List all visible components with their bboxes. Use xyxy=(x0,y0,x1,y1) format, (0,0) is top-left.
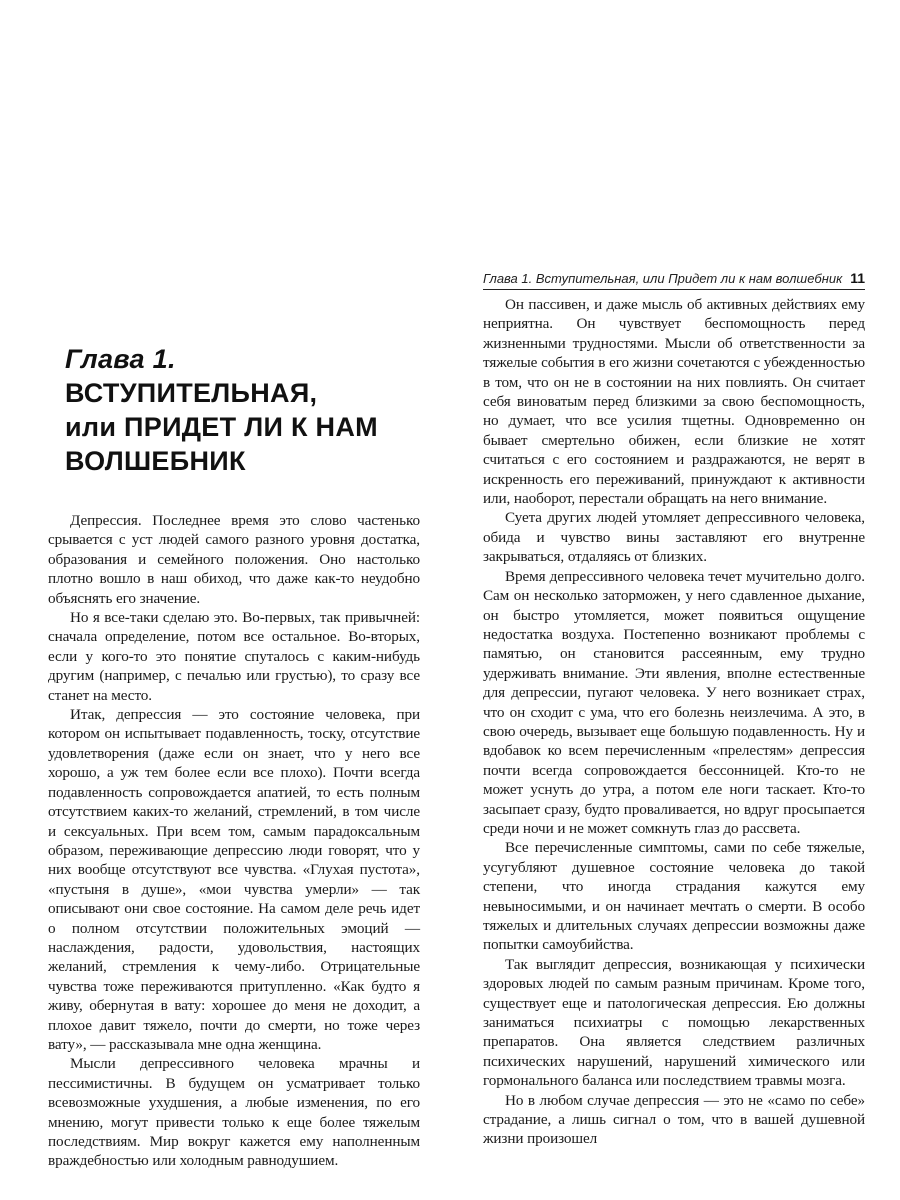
running-header xyxy=(483,270,865,290)
right-page xyxy=(483,270,865,1149)
chapter-label: Глава 1. xyxy=(65,344,176,374)
chapter-title-line-2: или ПРИДЕТ ЛИ К НАМ xyxy=(65,412,378,442)
paragraph: Итак, депрессия — это состояние человека, при котором он испытывает подавленность, тоску, отсутствие удовлетворения (даже если он знает, что у него все хорошо, а уж тем более если все плохо). Почти всегда подавленность сопровождается апатией, то есть полным отсутствием каких-то желаний, стремлений, в том числе и сексуальных. При всем том, самым парадоксальным образом, переживающие депрессию люди говорят, что у них вообще отсутствуют все чувства. «Глухая пустота», «пустыня в душе», «мои чувства умерли» — так описывают они свое состояние. На самом деле речь идет о полном отсутствии положительных эмоций — наслаждения, радости, удовольствия, настоящих желаний, стремления к чему-либо. Отрицательные чувства тоже переживаются притупленно. «Как будто я живу, обернутая в вату: хорошее до меня не доходит, а плохое давит тяжело, почти до смерти, но тоже через вату», — рассказывала мне одна женщина. xyxy=(48,706,420,1053)
paragraph: Так выглядит депрессия, возникающая у психически здоровых людей по самым разным причинам. Кроме того, существует еще и патологическая депрессия. Ею должны заниматься психиатры с помощью лекарственных препаратов. Она является следствием различных психических нарушений, нарушений химического или гормонального баланса или последствием травмы мозга. xyxy=(483,955,865,1090)
paragraph: Но в любом случае депрессия — это не «само по себе» страдание, а лишь сигнал о том, что в вашей душевной жизни произошел xyxy=(483,1091,865,1148)
running-title: Глава 1. Вступительная, или Придет ли к нам волшебник xyxy=(483,271,843,286)
chapter-title-line-3: ВОЛШЕБНИК xyxy=(65,446,246,476)
paragraph: Он пассивен, и даже мысль об активных действиях ему неприятна. Он чувствует беспомощность перед жизненными трудностями. Мысли об ответственности за тяжелые события в его жизни сочетаются с убежденностью в том, что он не в состоянии на них повлиять. Он считает себя виноватым перед близкими за свою беспомощность, но думает, что все усилия тщетны. Одновременно он бывает смертельно обижен, если близкие не хотят считаться с его состоянием и раздражаются, не верят в искренность его переживаний, принуждают к активности или, наоборот, перестали обращать на него внимание. xyxy=(483,296,865,508)
paragraph: Мысли депрессивного человека мрачны и пессимистичны. В будущем он усматривает только всевозможные ухудшения, а любые изменения, по его мнению, могут привести только к еще более тяжелым последствиям. Мир вокруг кажется ему наполненным враждебностью или холодным равнодушием. xyxy=(48,1055,420,1170)
page-number: 11 xyxy=(850,270,865,286)
paragraph: Время депрессивного человека течет мучительно долго. Сам он несколько заторможен, у него сдавленное дыхание, он быстро утомляется, может появиться ощущение недостатка воздуха. Постепенно возникают проблемы с памятью, он становится рассеянным, ему трудно удерживать внимание. Эти явления, вполне естественные для депрессии, пугают человека. У него возникает страх, что он сходит с ума, что его болезнь неизлечима. А это, в свою очередь, вызывает еще большую подавленность. Ну и вдобавок ко всем перечисленным «прелестям» депрессия почти всегда сопровождается бессонницей. Кто-то не может уснуть до утра, а потом еле ноги таскает. Кто-то засыпает сразу, будто проваливается, но вдруг просыпается среди ночи и не может сомкнуть глаз до рассвета. xyxy=(483,567,865,837)
paragraph: Депрессия. Последнее время это слово частенько срывается с уст людей самого разного уровня достатка, образования и семейного положения. Оно настолько плотно вошло в наш обиход, что даже как-то неудобно объяснять его значение. xyxy=(48,512,420,607)
paragraph: Суета других людей утомляет депрессивного человека, обида и чувство вины заставляют его внутренне закрываться, отдаляясь от близких. xyxy=(483,509,865,566)
chapter-title-line-1: ВСТУПИТЕЛЬНАЯ, xyxy=(65,378,318,408)
left-page xyxy=(48,330,420,1171)
chapter-heading xyxy=(48,342,420,478)
paragraph: Но я все-таки сделаю это. Во-первых, так привычней: сначала определение, потом все остальное. Во-вторых, если у кого-то это понятие спуталось с каким-нибудь другим (например, с печалью или грустью), то сразу все станет на место. xyxy=(48,609,420,704)
paragraph: Все перечисленные симптомы, сами по себе тяжелые, усугубляют душевное состояние человека до такой степени, что иногда страдания кажутся ему невыносимыми, и он начинает мечтать о смерти. В особо тяжелых и длительных случаях депрессии возможны даже попытки самоубийства. xyxy=(483,839,865,954)
